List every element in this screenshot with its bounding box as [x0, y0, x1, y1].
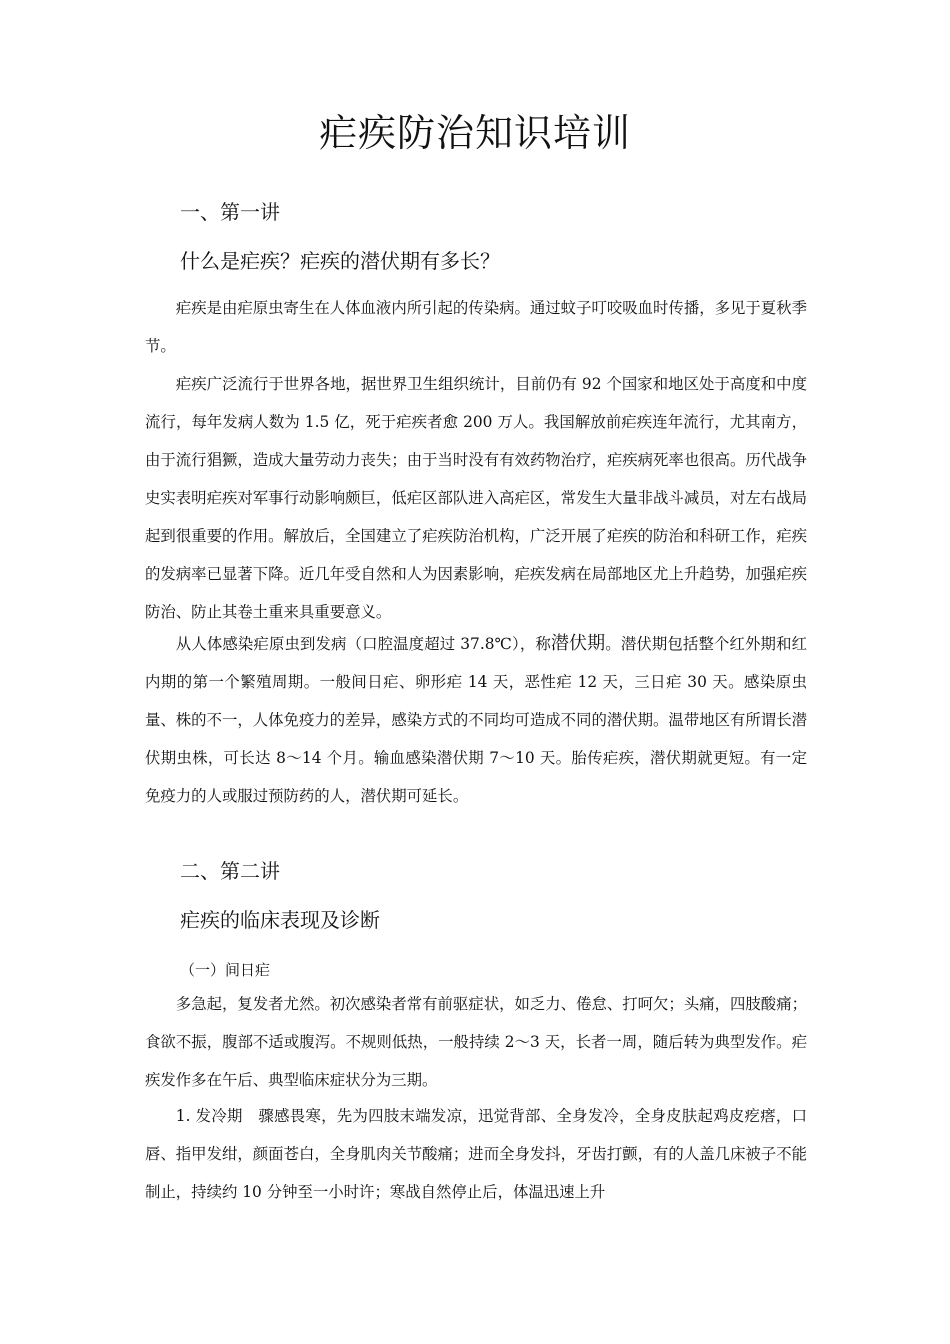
section1-paragraph-2: 疟疾广泛流行于世界各地，据世界卫生组织统计，目前仍有 92 个国家和地区处于高度和中度流行，每年发病人数为 1.5 亿，死于疟疾者愈 200 万人。我国解放前疟疾连年流行，尤其南方，由于流行猖獗，造成大量劳动力丧失；由于当时没有有效药物治疗，疟疾病死率也很高。历代战争史实表明疟疾对军事行动影响颇巨，低疟区部队进入高疟区，常发生大量非战斗减员，对左右战局起到很重要的作用。解放后，全国建立了疟疾防治机构，广泛开展了疟疾的防治和科研工作，疟疾的发病率已显著下降。近几年受自然和人为因素影响，疟疾发病在局部地区尤上升趋势，加强疟疾防治、防止其卷土重来具重要意义。: [145, 375, 807, 621]
section1-paragraph-3: [145, 625, 807, 815]
section1-heading: 一、第一讲: [180, 200, 280, 224]
paragraph-3-rest: 。潜伏期包括整个红外期和红内期的第一个繁殖周期。一般间日疟、卵形疟 14 天，恶性疟 12 天，三日疟 30 天。感染原虫量、株的不一，人体免疫力的差异，感染方式的不同均可造成不同的潜伏期。温带地区有所谓长潜伏期虫株，可长达 8～14 个月。输血感染潜伏期 7～10 天。胎传疟疾，潜伏期就更短。有一定免疫力的人或服过预防药的人，潜伏期可延长。: [145, 635, 807, 805]
section1-paragraph-1: 疟疾是由疟原虫寄生在人体血液内所引起的传染病。通过蚊子叮咬吸血时传播，多见于夏秋季节。: [145, 299, 807, 355]
section2-subsection-heading: （一）间日疟: [180, 961, 271, 979]
section1-subheading: 什么是疟疾？疟疾的潜伏期有多长？: [180, 249, 500, 273]
section2-subheading: 疟疾的临床表现及诊断: [180, 908, 380, 932]
section2-heading: 二、第二讲: [180, 859, 280, 883]
paragraph-3-lead: 从人体感染疟原虫到发病（口腔温度超过 37.8℃），称: [175, 635, 551, 653]
incubation-period-term: 潜伏期: [550, 633, 606, 654]
document-title: 疟疾防治知识培训: [318, 111, 631, 155]
section2-paragraph-2: 1. 发冷期 骤感畏寒，先为四肢末端发凉，迅觉背部、全身发冷，全身皮肤起鸡皮疙瘩，口唇、指甲发绀，颜面苍白，全身肌肉关节酸痛；进而全身发抖，牙齿打颤，有的人盖几床被子不能制止，持续约 10 分钟至一小时许；寒战自然停止后，体温迅速上升: [145, 1107, 807, 1201]
section2-paragraph-1: 多急起，复发者尤然。初次感染者常有前驱症状，如乏力、倦怠、打呵欠；头痛，四肢酸痛；食欲不振，腹部不适或腹泻。不规则低热，一般持续 2～3 天，长者一周，随后转为典型发作。疟疾发作多在午后、典型临床症状分为三期。: [145, 995, 807, 1089]
